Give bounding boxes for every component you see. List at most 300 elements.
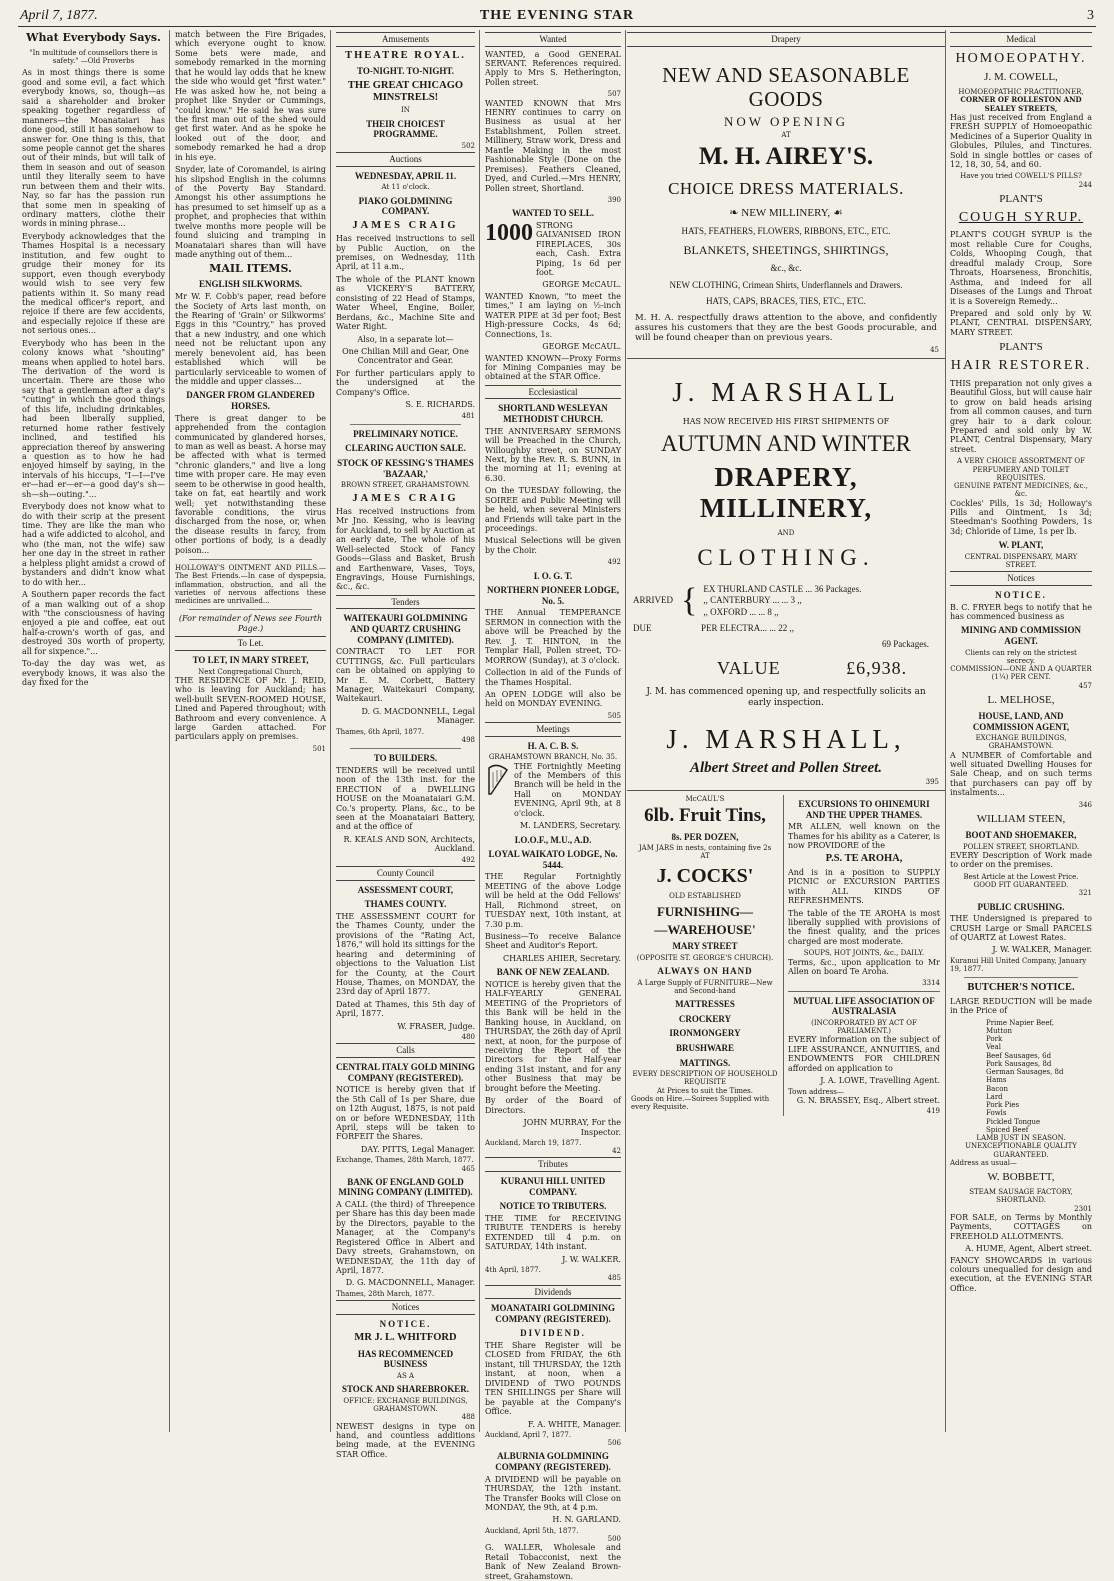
- ad-body: NEWEST designs in type on hand, and countless additions being made, at the EVENING STAR Office.: [336, 1421, 475, 1459]
- motto: "In multitude of counsellors there is safety." —Old Proverbs: [29, 48, 158, 66]
- signature: D. G. MACDONNELL, Legal Manager.: [361, 706, 475, 726]
- ad-title: PUBLIC CRUSHING.: [977, 901, 1065, 912]
- cocks-ad: [627, 795, 784, 1116]
- ad-title: SHORTLAND WESLEYAN METHODIST CHURCH.: [498, 403, 608, 425]
- ad-title: WANTED TO SELL.: [512, 208, 594, 219]
- ad-title: BUTCHER'S NOTICE.: [967, 982, 1075, 994]
- signature: GEORGE McCAUL.: [542, 280, 621, 290]
- ad-body: Business—To receive Balance Sheet and Auditor's Report.: [485, 932, 621, 951]
- company-name: BANK OF ENGLAND GOLD MINING COMPANY (LIMITED).: [338, 1176, 473, 1198]
- article-paragraph: As in most things there is some good and some evil, a fact which everybody knows, so, though—as said a shareholder and broker speaking together regardless of manners—the Moanataiari has done good, still it has somehow to answer for. One thing is this, that some people cannot get the shares out of their minds, but will talk of them in season and out of season until they literally seem to have run between them and their wits. Nay, so far has the passion run that some men in speaking of ordinary matters, clothe their words in mining phrase...: [22, 68, 165, 229]
- ad-date: Exchange, Thames, 28th March, 1877.: [336, 1156, 474, 1165]
- ad-body: WANTED KNOWN—Proxy Forms for Mining Companies may be obtained at the STAR Office.: [485, 353, 621, 382]
- warehouse: —WAREHOUSE': [654, 921, 756, 937]
- article-paragraph: Everybody does not know what to do with their scrip at the present time. They are like the man who had a wife addicted to alcohol, and who (the man, not the wife) saw her one day in the street in rather a helpless plight amidst a crowd of bystanders and didn't know what to do with her...: [22, 502, 165, 587]
- incorporated: (INCORPORATED BY ACT OF PARLIAMENT.): [811, 1018, 917, 1036]
- airey-body: M. H. A. respectfully draws attention to the above, and confidently assures his customers that they are the best Goods procurable, and will be found cheaper than on previous years.: [635, 312, 937, 343]
- ad-title: EXCURSIONS TO OHINEMURI AND THE UPPER THAMES.: [798, 798, 930, 820]
- ad-address: CENTRAL DISPENSARY, MARY STREET.: [964, 552, 1078, 570]
- ad-body: THE Share Register will be CLOSED from FRIDAY, the 6th instant, till THURSDAY, the 12th instant, at noon, when a DIVIDEND of TWO POUNDS TEN SHILLINGS per Share will be payable at the Company's Office.: [485, 1341, 621, 1417]
- ad-date: Thames, 6th April, 1877.: [336, 727, 425, 736]
- ad-subtitle: GOOD FIT GUARANTEED.: [973, 881, 1069, 889]
- column-1: [18, 30, 170, 1432]
- ad-title: TO LET, IN MARY STREET,: [192, 654, 309, 665]
- airey-choice: CHOICE DRESS MATERIALS.: [668, 179, 904, 199]
- ad-date: Kuranui Hill United Company, January 19, 1877.: [950, 956, 1087, 974]
- signature: H. N. GARLAND.: [552, 1515, 621, 1525]
- ad-title: HAIR RESTORER.: [950, 358, 1092, 374]
- section-header-to-let: To Let.: [175, 636, 326, 651]
- ad-number: 492: [461, 855, 475, 864]
- marshall-name: J. MARSHALL,: [666, 724, 906, 755]
- ad-title: HOMOEOPATHY.: [955, 50, 1087, 66]
- ad-body: B. C. FRYER begs to notify that he has commenced business as: [950, 602, 1092, 622]
- ad-number: 42: [612, 1147, 621, 1156]
- meat-item: Prime Napier Beef,: [986, 1018, 1055, 1027]
- ad-title: MUTUAL LIFE ASSOCIATION OF AUSTRALASIA: [793, 995, 935, 1017]
- ad-subtitle: AS A: [396, 1371, 415, 1380]
- meat-item: Hams: [986, 1076, 1007, 1085]
- soups: SOUPS, HOT JOINTS, &c., DAILY.: [803, 949, 925, 958]
- ad-title: BOOT AND SHOEMAKER,: [965, 830, 1077, 841]
- jam-jars: JAM JARS in nests, containing five 2s: [638, 844, 772, 853]
- company-name: PIAKO GOLDMINING COMPANY.: [358, 195, 453, 217]
- ad-body: A CALL (the third) of Threepence per Share has this day been made by the Directors, payable to the Manager, at the Company's Registered Office in Albert and Davy streets, Grahamstown, on WEDNESDAY, the 11th day of April, 1877.: [336, 1199, 475, 1276]
- section-header-ecclesiastical: Ecclesiastical: [485, 385, 621, 400]
- ad-title: W. PLANT,: [998, 540, 1044, 551]
- marshall-headline: J. MARSHALL: [672, 377, 900, 408]
- drapery-millinery: DRAPERY, MILLINERY,: [699, 461, 873, 524]
- signature: S. E. RICHARDS.: [405, 400, 475, 410]
- column-2: [171, 30, 331, 1432]
- goods-item: BRUSHWARE: [675, 1043, 734, 1053]
- ad-body: WANTED Known, "to meet the times," I am laying on ½-inch WATER PIPE at 3d per foot; Best High-pressure Cocks, 4s 6d; Connections, 1s.: [485, 291, 621, 339]
- ad-number: 390: [607, 195, 621, 204]
- divider: [189, 609, 312, 610]
- ad-body: Dated at Thames, this 5th day of April, 1877.: [336, 999, 475, 1019]
- ad-body: TENDERS will be received until noon of the 13th inst. for the ERECTION of a DWELLING HOUSE on the Moanataiari G.M. Co.'s property. Plans, &c., to be seen at the Moanataiari Battery, and at the office of: [336, 765, 475, 832]
- ad-body: The table of the TE AROHA is most liberally supplied with provisions of the finest quality, and the prices charged are most moderate.: [788, 908, 940, 946]
- meat-item: Fowls: [986, 1109, 1007, 1118]
- ad-body: On the TUESDAY following, the SOIREE and Public Meeting will be held, when several Ministers and Friends will take part in the proceedings.: [485, 486, 621, 534]
- divider: [627, 790, 945, 791]
- ad-number: 395: [925, 777, 939, 786]
- ad-title: MINING AND COMMISSION AGENT.: [960, 625, 1081, 647]
- ad-body: MR ALLEN, well known on the Thames for his ability as a Caterer, is now PROVIDORE of the: [788, 822, 940, 851]
- ad-title: W. BOBBETT,: [987, 1171, 1055, 1184]
- ad-body: For further particulars apply to the undersigned at the Company's Office.: [336, 368, 475, 397]
- airey-etc: &c., &c.: [770, 263, 802, 273]
- value-label: VALUE: [717, 657, 781, 678]
- divider: [788, 991, 940, 992]
- ad-number: 488: [461, 1413, 475, 1422]
- furnishing: FURNISHING—: [656, 903, 754, 919]
- ad-body: CONTRACT TO LET FOR CUTTINGS, &c. Full particulars can be obtained on applying to Mr E. M. Corbett, Battery Manager, Waitekauri Company, Waitekauri.: [336, 647, 475, 704]
- ad-body: THE Regular Fortnightly MEETING of the above Lodge will be held at the Odd Fellows' Hall, Richmond street, on TUESDAY next, 10th instant, at 7.30 p.m.: [485, 872, 621, 929]
- ad-title: NORTHERN PIONEER LODGE, No. 5.: [487, 585, 619, 606]
- airey-clothing: NEW CLOTHING, Crimean Shirts, Underflannels and Drawers.: [669, 279, 903, 290]
- ad-date: Auckland, March 19, 1877.: [485, 1138, 582, 1147]
- divider: [350, 424, 461, 425]
- ad-body: Collection in aid of the Funds of the Thames Hospital.: [485, 668, 621, 687]
- section-header-notices: Notices: [950, 571, 1092, 586]
- article-paragraph: To-day the day was wet, as everybody knows, it was also the day fixed for the: [22, 659, 165, 688]
- masthead-page-number: 3: [1087, 8, 1094, 23]
- ad-body: Has received instructions to sell by Public Auction, on the premises, on Wednesday, 11th April, at 11 a.m.,: [336, 234, 475, 272]
- ad-body: Musical Selections will be given by the Choir.: [485, 536, 621, 555]
- article-paragraph: Snyder, late of Coromandel, is airing his slipshod English in the columns of the Poverty Bay Standard. Amongst his other assumptions he has presumed to set himself up as a prophet, and prophecies that within twelve months more people will be found sluicing and tramping in Moanataiari shares than will have made anything out of them...: [175, 165, 326, 260]
- big-number: 1000: [485, 219, 533, 246]
- column-medical: [946, 30, 1096, 1432]
- article-paragraph: Mr W. F. Cobb's paper, read before the Society of Arts last month, on the Rearing of 'Grain' or Silkworms' Eggs in this "Country," has proved that a new industry, and one which need not be reluctant upon any merely benevolent aid, has been established which will be particularly serviceable to women of the middle and upper classes...: [175, 292, 326, 387]
- section-header-meetings: Meetings: [485, 722, 621, 737]
- ad-body: WANTED KNOWN that Mrs HENRY continues to carry on Business as usual at her Establishment, Pollen street. Millinery, Straw work, Dress and Mantle Making in the most Fashionable Style (Done on the Premises). Feathers Cleaned, Dyed, and Curled.—Mrs HENRY, Pollen street, Shortland.: [485, 98, 621, 193]
- value-row: [717, 658, 945, 679]
- ad-body: G. WALLER, Wholesale and Retail Tobacconist, next the Bank of New Zealand Brown-street, Grahamstown.: [485, 1543, 621, 1581]
- ad-body: NOTICE is hereby given that if the 5th Call of 1s per Share, due on 12th August, 1875, is not paid on or before WEDNESDAY, 11th April, steps will be taken to FORFEIT the Shares.: [336, 1085, 475, 1142]
- goods-item: CROCKERY: [678, 1013, 732, 1024]
- airey-name: M. H. AIREY'S.: [698, 142, 874, 170]
- auction-date: WEDNESDAY, APRIL 11.: [354, 170, 457, 181]
- ad-body: The whole of the PLANT known as VICKERY'S BATTERY, consisting of 22 Head of Stamps, Water Wheel, Engine, Boiler, Berdans, &c., Machine Site and Water Right.: [336, 274, 475, 332]
- signature: A. HUME, Agent, Albert street.: [965, 1244, 1092, 1254]
- ad-number: 3314: [922, 979, 940, 988]
- ad-title: ASSESSMENT COURT,: [357, 884, 454, 895]
- brace-icon: {: [681, 581, 698, 619]
- airey-millinery: [627, 207, 945, 220]
- ad-body: WANTED, a Good GENERAL SERVANT. References required. Apply to Mrs S. Hetherington, Pollen street.: [485, 49, 621, 87]
- section-header-auctions: Auctions: [336, 152, 475, 167]
- ad-subtitle: COMMISSION—ONE AND A QUARTER (1¼) PER CENT.: [950, 665, 1092, 682]
- ad-subtitle: UNEXCEPTIONABLE QUALITY GUARANTEED.: [965, 1142, 1077, 1159]
- autumn-winter: AUTUMN AND WINTER: [660, 431, 911, 457]
- arrival-list: [697, 583, 861, 619]
- iron-ad: [485, 221, 621, 281]
- ad-body: STRONG GALVANISED IRON FIREPLACES, 30s each, Cash. Extra Piping, 1s 6d per foot.: [536, 220, 621, 278]
- meat-item: Pork: [986, 1035, 1003, 1044]
- ad-title: LOYAL WAIKATO LODGE, No. 5444.: [488, 849, 618, 870]
- ad-body: A NUMBER of Comfortable and well situated Dwelling Houses for Sale Cheap, and on such terms that purchasers can pay off by instalments...: [950, 750, 1092, 798]
- meat-item: German Sausages, 8d: [986, 1068, 1064, 1077]
- ad-title: L. MELHOSE,: [987, 693, 1055, 706]
- every-description: EVERY DESCRIPTION OF HOUSEHOLD REQUISITE: [632, 1070, 778, 1087]
- clothing-headline: CLOTHING.: [697, 544, 875, 570]
- auctioneer-name: JAMES CRAIG: [352, 492, 459, 504]
- airey-at: AT: [781, 131, 791, 140]
- section-header-county-council: County Council: [336, 866, 475, 881]
- ad-body: Has received instructions from Mr Jno. Kessing, who is leaving for Auckland, to sell by Auction at an early date, The whole of his Well-selected Stock of Fancy Goods—Glass and Basket, Brush and Earthenware, Vases, Toys, Engravings, House Furnishings, &c., &c.: [336, 506, 475, 592]
- meat-list: [950, 1019, 1092, 1135]
- hire: Goods on Hire.—Soirees Supplied with every Requisite.: [631, 1094, 770, 1112]
- section-header-drapery: Drapery: [627, 32, 945, 47]
- meat-item: Pork Sausages, 8d: [986, 1059, 1052, 1068]
- section-header-notices: Notices: [336, 1300, 475, 1315]
- ad-subtitle: GENUINE PATENT MEDICINES, &c., &c.: [953, 482, 1089, 499]
- ad-address: POLLEN STREET, SHORTLAND.: [962, 842, 1080, 851]
- ad-subtitle: Next Congregational Church,: [198, 667, 303, 676]
- article-heading: ENGLISH SILKWORMS.: [198, 279, 303, 290]
- ad-body: THE TIME for RECEIVING TRIBUTE TENDERS is hereby EXTENDED till 4 p.m. on SATURDAY, 14th instant.: [485, 1213, 621, 1252]
- ad-title: COUGH SYRUP.: [958, 209, 1084, 225]
- ad-number: 419: [926, 1107, 940, 1116]
- due-row: [627, 622, 945, 635]
- ad-number: 507: [607, 90, 621, 99]
- ad-body: Cockles' Pills, 1s 3d; Holloway's Pills and Ointment, 1s 3d; Steedman's Soothing Powders, 1s 3d; Chloride of Lime, 1s per lb.: [950, 498, 1092, 536]
- ad-body: LARGE REDUCTION will be made in the Price of: [950, 996, 1092, 1016]
- meat-item: Beef Sausages, 6d: [986, 1051, 1052, 1060]
- goods-item: MATTINGS.: [679, 1057, 731, 1068]
- company-name: KURANUI HILL UNITED COMPANY.: [500, 1176, 606, 1197]
- ad-number: 498: [461, 736, 475, 744]
- article-paragraph: There is great danger to be apprehended from the contagion communicated by glandered horses, to man as well as beast. A horse may be affected with what is termed "chronic glanders," and live a long time with proper care. He may even seem to be otherwise in good health, take on fat, eat heartily and work well; yet notwithstanding these favorable conditions, the virus discharged from the nose, or, when the disease results in farcy, from other portions of body, is a deadly poison...: [175, 413, 326, 555]
- signature: J. W. WALKER.: [562, 1254, 621, 1264]
- tonight: TO-NIGHT. TO-NIGHT.: [357, 65, 454, 76]
- ad-title: NOTICE TO TRIBUTERS.: [499, 1201, 607, 1212]
- meat-item: Pork Pies: [986, 1101, 1020, 1110]
- meat-item: Veal: [986, 1043, 1001, 1052]
- theatre-title: THEATRE ROYAL.: [345, 49, 466, 61]
- ad-number: 45: [930, 345, 939, 354]
- ad-subtitle: A VERY CHOICE ASSORTMENT OF PERFUMERY AND TOILET REQUISITES.: [957, 457, 1085, 482]
- section-header-tributes: Tributes: [485, 1157, 621, 1172]
- mail-items-heading: MAIL ITEMS.: [209, 261, 292, 275]
- ad-number: 485: [607, 1274, 621, 1283]
- ad-title: HAS RECOMMENCED BUSINESS: [357, 1348, 454, 1370]
- signature: DAY. PITTS, Legal Manager.: [360, 1144, 475, 1154]
- divider: [627, 358, 945, 359]
- ad-body: FOR SALE, on Terms by Monthly Payments, COTTAGES on FREEHOLD ALLOTMENTS.: [950, 1212, 1092, 1241]
- harp-icon: [485, 762, 511, 796]
- ad-body: THE RESIDENCE OF Mr. J. REID, who is leaving for Auckland; has well-built SEVEN-ROOMED HOUSE, Lined and Papered throughout; with Bathroom and every convenience. A large Garden attached. For particulars apply on premises.: [175, 675, 326, 742]
- ad-address: SHORTLAND.: [996, 1196, 1046, 1205]
- section-header-wanted: Wanted: [485, 32, 621, 47]
- article-paragraph: A Southern paper records the fact of a man walking out of a shop with "the consciousness of having enjoyed a pie and coffee, eat out half-a-crown's worth of gas, and destroyed 30s worth of property, all for sixpence."...: [22, 590, 165, 656]
- ad-number: 500: [607, 1535, 621, 1544]
- ad-body: THE Fortnightly Meeting of the Members of this Branch will be held in the Hall on MONDAY EVENING, April 9th, at 8 o'clock.: [514, 761, 621, 818]
- always-on-hand: ALWAYS ON HAND: [657, 966, 753, 977]
- marshall-address: Albert Street and Pollen Street.: [689, 760, 883, 776]
- ad-title: BANK OF NEW ZEALAND.: [496, 967, 610, 978]
- company-name: MOANATAIRI GOLDMINING COMPANY (REGISTERED).: [491, 1303, 615, 1324]
- ad-title: H. A. C. B. S.: [527, 740, 579, 751]
- divider: [350, 748, 461, 749]
- column-heading: What Everybody Says.: [26, 31, 161, 44]
- meat-item: Lard: [986, 1092, 1003, 1101]
- ad-address: OFFICE: EXCHANGE BUILDINGS, GRAHAMSTOWN.: [343, 1396, 468, 1414]
- shipment-line: ,, CANTERBURY ... ... 3 ,,: [703, 595, 802, 606]
- cocks-name: J. COCKS': [656, 864, 754, 887]
- masthead-date: April 7, 1877.: [20, 8, 98, 23]
- signature: J. W. WALKER, Manager.: [992, 945, 1092, 955]
- ad-number: 502: [461, 141, 475, 150]
- supply: A Large Supply of FURNITURE—New and Second-hand: [637, 978, 773, 995]
- prices: At Prices to suit the Times.: [657, 1086, 753, 1095]
- section-header-dividends: Dividends: [485, 1285, 621, 1300]
- article-paragraph: Everybody acknowledges that the Thames Hospital is a necessary institution, and few ought to grudge their money for its support, even though everybody would wish to see very few patients within it. So many read the medical officer's report, and rejoice if there are few accidents, and especially rejoice if these are not serious ones...: [22, 231, 165, 336]
- ad-number: 244: [1078, 180, 1092, 189]
- ad-title: PRELIMINARY NOTICE.: [353, 428, 458, 439]
- signature: R. KEALS AND SON, Architects, Auckland.: [343, 834, 475, 854]
- ad-body: One Chilian Mill and Gear, One Concentrator and Gear.: [342, 346, 469, 366]
- ad-date: Auckland, April 5th, 1877.: [485, 1526, 579, 1535]
- ad-date: Auckland, April 7, 1877.: [485, 1430, 572, 1439]
- ad-number: 2301: [1074, 1204, 1092, 1213]
- shipment-line: EX THURLAND CASTLE ... 36 Packages.: [703, 583, 862, 594]
- ad-body: By order of the Board of Directors.: [485, 1096, 621, 1115]
- and-label: AND: [777, 529, 795, 538]
- airey-opening: NOW OPENING: [723, 114, 849, 130]
- minstrels-title: THE GREAT CHICAGO MINSTRELS!: [347, 79, 464, 103]
- ad-number: 501: [312, 744, 326, 753]
- ad-body: And is in a position to SUPPLY PICNIC or EXCURSION PARTIES with ALL KINDS OF REFRESHMENTS.: [788, 867, 940, 906]
- goods-item: IRONMONGERY: [669, 1028, 741, 1039]
- ad-title: CLEARING AUCTION SALE.: [345, 443, 466, 454]
- ad-number: 506: [607, 1439, 621, 1448]
- drapery-section: [627, 30, 946, 1432]
- programme: THEIR CHOICEST PROGRAMME.: [366, 118, 445, 140]
- continued-note: (For remainder of News see Fourth Page.): [178, 614, 323, 633]
- article-heading: DANGER FROM GLANDERED HORSES.: [186, 390, 315, 412]
- ad-subtitle: Clients can rely on the strictest secrecy.: [965, 648, 1077, 665]
- goods-item: MATTRESSES: [675, 999, 735, 1010]
- ad-body: An OPEN LODGE will also be held on MONDAY EVENING.: [485, 689, 621, 709]
- ornament-icon: ❧: [729, 207, 742, 220]
- ad-title: NOTICE.: [379, 1318, 432, 1329]
- divider: [189, 559, 312, 560]
- due-label: DUE: [633, 623, 652, 634]
- masthead: [18, 8, 1096, 27]
- ad-number: 346: [1078, 800, 1092, 809]
- company-name: WAITEKAURI GOLDMINING AND QUARTZ CRUSHING COMPANY (LIMITED).: [343, 613, 468, 645]
- ad-body: A DIVIDEND will be payable on THURSDAY, the 12th instant. The Transfer Books will Close on MONDAY, the 9th, at 4 p.m.: [485, 1474, 621, 1512]
- column-3: [332, 30, 480, 1459]
- mary-street: MARY STREET: [672, 941, 738, 952]
- marshall-received: HAS NOW RECEIVED HIS FIRST SHIPMENTS OF: [682, 416, 890, 426]
- opposite: (OPPOSITE ST. GEORGE'S CHURCH).: [636, 953, 774, 962]
- meat-item: Mutton: [986, 1026, 1013, 1035]
- per-dozen: 8s. PER DOZEN,: [671, 831, 739, 842]
- signature: F. A. WHITE, Manager.: [527, 1419, 621, 1429]
- ad-title: DIVIDEND.: [520, 1328, 586, 1339]
- ad-subtitle: Best Article at the Lowest Price.: [963, 872, 1079, 881]
- total-packages: 69 Packages.: [882, 639, 929, 650]
- value-amount: £6,938.: [846, 657, 908, 678]
- auctioneer-name: JAMES CRAIG: [352, 219, 459, 231]
- airey-hats: HATS, FEATHERS, FLOWERS, RIBBONS, ETC., ETC.: [681, 226, 891, 237]
- arrived-label: ARRIVED: [633, 595, 673, 606]
- ad-title: I.O.O.F., M.U., A.D.: [514, 834, 592, 845]
- holloway-ad: HOLLOWAY'S OINTMENT AND PILLS.—The Best Friends.—In case of dyspepsia, inflammation, obstruction, and all the varieties of nervous affections these medicines are unrivalled...: [175, 564, 326, 606]
- ad-subtitle: STEAM SAUSAGE FACTORY,: [969, 1188, 1073, 1197]
- divider: [964, 977, 1078, 978]
- article-paragraph: Everybody who has been in the colony knows what "shouting" means when applied to hotel bars. The derivation of the word is uncertain. There are those who say that a gentleman after a day's "cuting" in which the good things of this life, including drinkables, had been liberally supplied, returned home rather festively inclined, and testified his appreciation thereof by answering a question as to how he had enjoyed himself by saying, in the intervals of his hiccups, "I—I—I've er—had er—er—a good day's sh—sh—sh—outing."...: [22, 338, 165, 499]
- ad-body: NOTICE is hereby given that the HALF-YEARLY GENERAL MEETING of the Proprietors of this Bank will be held in the Banking house, in Auckland, on THURSDAY, the 26th day of April next, at noon, for the purpose of receiving the Report of the Directors for the Half-year ending 31st instant, and for any other Business that may be brought before the Meeting.: [485, 979, 621, 1093]
- ad-subtitle: GRAHAMSTOWN BRANCH, No. 35.: [488, 753, 618, 762]
- marshall-commenced: J. M. has commenced opening up, and respectfully solicits an early inspection.: [646, 686, 926, 708]
- auction-time: At 11 o'clock.: [381, 183, 430, 192]
- masthead-title: THE EVENING STAR: [479, 8, 635, 23]
- ad-body: THE Undersigned is prepared to CRUSH Large or Small PARCELS of QUARTZ at Lowest Rates.: [950, 914, 1092, 942]
- ad-subtitle: LAMB JUST IN SEASON.: [976, 1134, 1066, 1143]
- meat-item: Bacon: [986, 1084, 1008, 1093]
- section-header-amusements: Amusements: [336, 32, 475, 47]
- ornament-icon: ☙: [830, 207, 843, 220]
- ad-subtitle: Address as usual—: [950, 1158, 1017, 1167]
- ad-address: EXCHANGE BUILDINGS, GRAHAMSTOWN.: [975, 734, 1067, 751]
- signature: GEORGE McCAUL.: [542, 342, 621, 352]
- ad-subtitle: HOMOEOPATHIC PRACTITIONER,: [958, 88, 1084, 97]
- ad-body: FANCY SHOWCARDS in various colours unequalled for design and execution, at the EVENING STAR Office.: [950, 1255, 1092, 1293]
- ad-date: 4th April, 1877.: [485, 1266, 541, 1275]
- column-4: [481, 30, 626, 1581]
- ad-title: STOCK OF KESSING'S THAMES 'BAZAAR,': [337, 458, 474, 479]
- town-address: Town address—: [788, 1087, 844, 1096]
- mccaul-label: McCAUL'S: [685, 794, 725, 803]
- ad-body: THE Annual TEMPERANCE SERMON in connection with the above will be Preached by the Rev. J. T. HINTON, in the Templar Hall, Pollen street, TO-MORROW (Sunday), at 3 o'clock.: [485, 608, 621, 665]
- ad-title: J. M. COWELL,: [984, 71, 1058, 84]
- bottom-ads: [627, 795, 945, 1116]
- in-label: IN: [401, 106, 410, 115]
- ad-address: BROWN STREET, GRAHAMSTOWN.: [340, 481, 471, 490]
- ad-title: MR J. L. WHITFORD: [354, 1332, 457, 1344]
- harp-ad: [485, 762, 621, 822]
- ad-title: TO BUILDERS.: [373, 753, 438, 764]
- ad-body: THIS preparation not only gives a Beautiful Gloss, but will cause hair to grow on bald heads arising from all common causes, and turn grey hair to a dark colour. Prepared and sold only by W. PLANT, Central Dispensary, Mary street.: [950, 378, 1092, 454]
- signature: CHARLES AHIER, Secretary.: [503, 953, 621, 963]
- ad-title: STOCK AND SHAREBROKER.: [341, 1384, 470, 1395]
- excursion-ad: [784, 795, 944, 1116]
- meat-item: Spiced Beef: [986, 1125, 1029, 1134]
- company-name: ALBURNIA GOLDMINING COMPANY (REGISTERED).: [495, 1451, 611, 1473]
- fruit-tins: 6lb. Fruit Tins,: [644, 805, 766, 827]
- shipment-line: ,, OXFORD ... ... 8 ,,: [703, 606, 779, 617]
- section-header-calls: Calls: [336, 1043, 475, 1058]
- ad-body: Also, in a separate lot—: [357, 334, 454, 344]
- ad-body: PLANT'S COUGH SYRUP is the most reliable Cure for Coughs, Colds, Whooping Cough, that dreadful malady Croup, Sore Throats, Hoarseness, Bronchitis, Asthma, and indeed for all Diseases of the Lungs and Throat it is a Sovereign Remedy...: [950, 230, 1092, 306]
- signature: J. A. LOWE, Travelling Agent.: [820, 1076, 940, 1086]
- ad-body: EVERY information on the subject of LIFE ASSURANCE, ANNUITIES, and ENDOWMENTS FOR CHILDREN afforded on application to: [788, 1035, 940, 1073]
- signature: JOHN MURRAY, For the Inspector.: [523, 1118, 621, 1137]
- ad-title: NOTICE.: [995, 589, 1047, 600]
- millinery-label: NEW MILLINERY,: [741, 207, 831, 220]
- pills: Have you tried COWELL'S PILLS?: [960, 172, 1082, 181]
- section-header-tenders: Tenders: [336, 595, 475, 610]
- ad-body: THE ANNIVERSARY SERMONS will be Preached in the Church, Willoughby street, on SUNDAY Next, by the Rev. R. S. BUNN, in the morning at 11; evening at 6.30.: [485, 426, 621, 483]
- ad-title: HOUSE, LAND, AND COMMISSION AGENT,: [972, 710, 1070, 732]
- signature: D. G. MACDONNELL, Manager.: [345, 1278, 475, 1288]
- ad-number: 321: [1078, 889, 1092, 898]
- article-paragraph: match between the Fire Brigades, which everyone ought to know. Some bets were made, and somebody remarked in the morning that he would lay odds that he knew the side who would get "first water." He was asked how he, not being a prophet like Snyder or Cummings, "could know." He said he was sure the first man out of the shed would get first water. And as he spoke he looked out of the door, and somebody remarked he had a drop in his eye.: [175, 30, 326, 162]
- ad-address: CORNER OF ROLLESTON AND SEALEY STREETS,: [960, 95, 1082, 113]
- ad-title: THAMES COUNTY.: [364, 899, 447, 910]
- company-name: CENTRAL ITALY GOLD MINING COMPANY (REGISTERED).: [336, 1061, 475, 1083]
- ad-title: PLANT'S: [999, 341, 1043, 354]
- at-label: AT: [700, 852, 710, 861]
- signature: G. N. BRASSEY, Esq., Albert street.: [796, 1095, 940, 1105]
- ship-name: P.S. TE AROHA,: [825, 853, 903, 865]
- ad-title: WILLIAM STEEN,: [976, 813, 1066, 826]
- ad-body: EVERY Description of Work made to order on the premises.: [950, 850, 1092, 870]
- old-established: OLD ESTABLISHED: [669, 892, 741, 901]
- ad-number: 481: [461, 411, 475, 420]
- airey-blankets: BLANKETS, SHEETINGS, SHIRTINGS,: [683, 242, 889, 257]
- ad-body: THE ASSESSMENT COURT for the Thames County, under the provisions of the "Rating Act, 1876," will hold its sittings for the hearing and determining of objections to the Valuation List for the County, at the Court House, Thames, on MONDAY, the 23rd day of April 1877.: [336, 911, 475, 997]
- signature: M. LANDERS, Secretary.: [520, 821, 621, 831]
- meat-item: Pickled Tongue: [986, 1117, 1041, 1126]
- ad-number: 457: [1078, 681, 1092, 690]
- airey-headline: NEW AND SEASONABLE GOODS: [662, 62, 910, 112]
- ad-title: PLANT'S: [999, 192, 1043, 205]
